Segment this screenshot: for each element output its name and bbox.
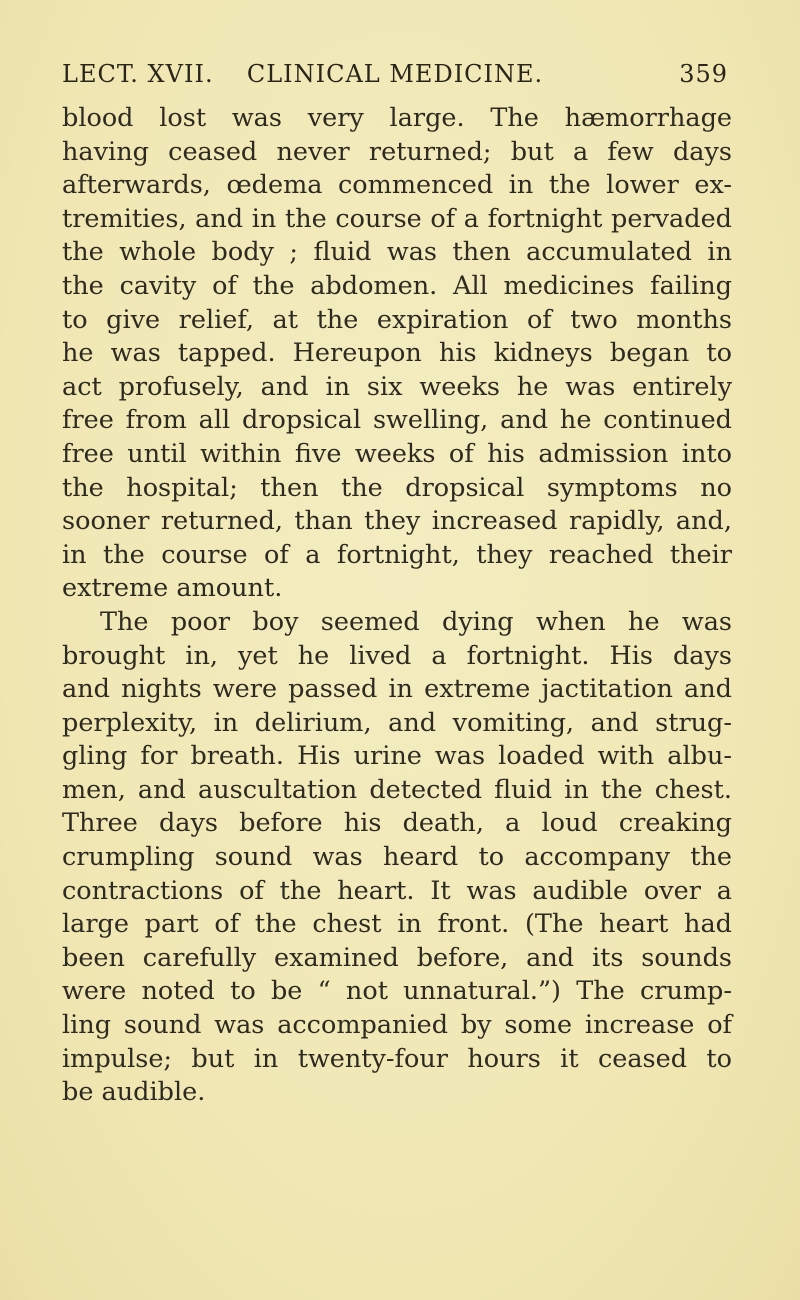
text-line: brought in, yet he lived a fortnight. His days xyxy=(62,640,732,671)
text-line: been carefully examined before, and its sounds xyxy=(62,942,732,973)
text-line: were noted to be “ not unnatural.”) The crump- xyxy=(62,976,732,1007)
text-line: the whole body ; fluid was then accumulated in xyxy=(62,237,732,268)
text-line: he was tapped. Hereupon his kidneys began to xyxy=(62,338,732,369)
text-line: ling sound was accompanied by some increase of xyxy=(62,1010,732,1041)
page-number: 359 xyxy=(679,60,728,88)
text-line: in the course of a fortnight, they reached their xyxy=(62,539,732,570)
body-text xyxy=(62,102,732,1110)
text-line: free until within five weeks of his admission into xyxy=(62,438,732,469)
text-line: the hospital; then the dropsical symptoms no xyxy=(62,472,732,503)
book-title: CLINICAL MEDICINE. xyxy=(246,60,544,88)
text-line: the cavity of the abdomen. All medicines failing xyxy=(62,270,732,301)
text-line: blood lost was very large. The hæmorrhage xyxy=(62,103,732,133)
text-line: Three days before his death, a loud creaking xyxy=(62,808,732,839)
text-line: to give relief, at the expiration of two months xyxy=(62,304,732,335)
text-line: large part of the chest in front. (The heart had xyxy=(62,909,732,940)
text-line: and nights were passed in extreme jactitation and xyxy=(62,674,732,705)
text-line: act profusely, and in six weeks he was entirely xyxy=(62,371,732,402)
text-line: free from all dropsical swelling, and he continued xyxy=(62,405,732,436)
text-line: contractions of the heart. It was audible over a xyxy=(62,875,732,906)
text-line: having ceased never returned; but a few days xyxy=(62,136,732,167)
text-line: sooner returned, than they increased rapidly, and, xyxy=(62,506,732,537)
text-line: perplexity, in delirium, and vomiting, and strug- xyxy=(62,707,732,738)
text-line: extreme amount. xyxy=(62,573,283,604)
text-line: be audible. xyxy=(62,1077,206,1108)
lecture-number: LECT. XVII. xyxy=(62,60,214,88)
text-line: tremities, and in the course of a fortnight pervaded xyxy=(62,203,732,234)
running-head xyxy=(62,60,728,96)
text-line: crumpling sound was heard to accompany the xyxy=(62,842,732,873)
text-line: afterwards, œdema commenced in the lower ex- xyxy=(62,170,732,201)
text-line: men, and auscultation detected fluid in the chest. xyxy=(62,774,732,805)
text-line: The poor boy seemed dying when he was xyxy=(100,606,732,637)
text-line: gling for breath. His urine was loaded with albu- xyxy=(62,741,732,772)
text-line: impulse; but in twenty-four hours it ceased to xyxy=(62,1043,732,1074)
